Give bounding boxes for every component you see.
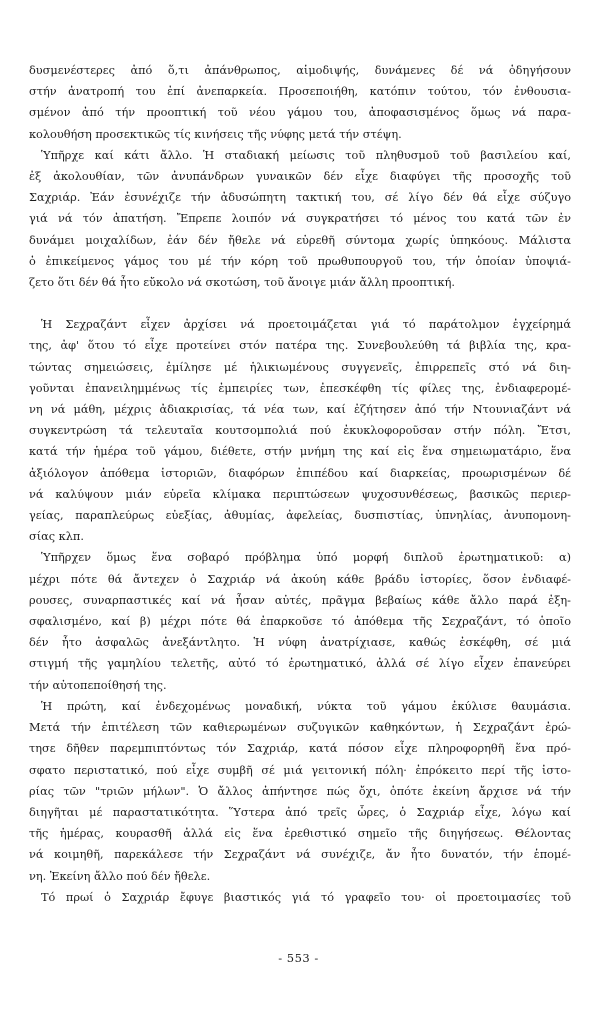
paragraph	[29, 696, 571, 887]
text-line: σίας κλπ.	[29, 530, 84, 544]
text-line: σμένον ἀπό τήν προοπτική τοῦ νέου γάμου του, ἀποφασισμένος ὅμως νά παρα-	[29, 106, 571, 120]
text-line: συγκεντρώση τά τελευταῖα κουτσομπολιά πού ἐκυκλοφοροῦσαν στήν πόλη. Ἔτσι,	[29, 424, 571, 438]
text-line: δέν ἦτο ἀσφαλῶς ἀνεξάντλητο. Ἡ νύφη ἀνατρίχιασε, καθώς ἐσκέφθη, σέ μιά	[29, 636, 571, 650]
text-line: δυσμενέστερες ἀπό ὅ,τι ἀπάνθρωπος, αἱμοδιψής, δυνάμενες δέ νά ὁδηγήσουν	[29, 64, 571, 77]
text-line: Ὑπῆρχεν ὅμως ἕνα σοβαρό πρόβλημα ὑπό μορφή διπλοῦ ἐρωτηματικοῦ: α)	[41, 551, 571, 565]
text-line: τώντας σημειώσεις, ἐμίλησε μέ ἡλικιωμένους συγγενεῖς, ἐπιρρεπεῖς στό νά διη-	[29, 360, 571, 374]
text-line: νά καλύψουν μιάν εὐρεῖα κλίμακα περιπτώσεων ψυχοσυνθέσεως, βασικῶς περιερ-	[29, 487, 571, 501]
paragraph	[29, 547, 571, 695]
text-line: κολουθήση προσεκτικῶς τίς κινήσεις τῆς νύφης μετά τήν στέψη.	[29, 127, 402, 141]
text-line: ὁ ἐπικείμενος γάμος του μέ τήν κόρη τοῦ πρωθυπουργοῦ του, τήν ὁποίαν ὑποψιά-	[29, 254, 571, 268]
text-line: Ὑπῆρχε καί κάτι ἄλλο. Ἡ σταδιακή μείωσις τοῦ πληθυσμοῦ τοῦ βασιλείου καί,	[41, 148, 571, 162]
text-line: ζετο ὅτι δέν θά ἦτο εὔκολο νά σκοτώση, τοῦ ἄνοιγε μιάν ἄλλη προοπτική.	[29, 276, 455, 290]
text-line: Ἡ Σεχραζάντ εἶχεν ἀρχίσει νά προετοιμάζεται γιά τό παράτολμον ἐγχείρημά	[41, 318, 571, 332]
text-line: δυνάμει μοιχαλίδων, ἐάν δέν ἤθελε νά εὑρεθῆ σύντομα χωρίς ὑπηκόους. Μάλιστα	[29, 233, 571, 247]
text-line: νά κοιμηθῆ, παρεκάλεσε τήν Σεχραζάντ νά συνέχιζε, ἄν ἦτο δυνατόν, τήν ἑπομέ-	[29, 848, 571, 862]
text-line: ἐξ ἀκολουθίαν, τῶν ἀνυπάνδρων γυναικῶν δέν εἶχε διαφύγει τῆς προσοχῆς τοῦ	[29, 170, 571, 184]
text-line: τήν αὐτοπεποίθησή της.	[29, 678, 167, 692]
text-line: ρίας τῶν "τριῶν μήλων". Ὁ ἄλλος ἀπήντησε πώς ὄχι, ὁπότε ἐκείνη ἄρχισε νά τήν	[29, 784, 571, 798]
text-line: γοῦνται ἐπανειλημμένως τίς ἐμπειρίες των, ἐπεσκέφθη τίς φίλες της, ἐνδιαφερομέ-	[29, 381, 571, 395]
text-line: μέχρι πότε θά ἄντεχεν ὁ Σαχριάρ νά ἀκούη κάθε βράδυ ἱστορίες, ὅσον ἐνδιαφέ-	[29, 572, 571, 586]
text-line: νη νά μάθη, μέχρις ἀδιακρισίας, τά νέα των, καί ἐζήτησεν ἀπό τήν Ντουνιαζάντ νά	[29, 403, 571, 417]
text-line: γιά νά τόν ἀπατήση. Ἔπρεπε λοιπόν νά συγκρατήσει τό μένος του κατά τῶν ἐν	[29, 212, 571, 226]
text-line: διηγῆται μέ παραστατικότητα. Ὕστερα ἀπό τρεῖς ὧρες, ὁ Σαχριάρ εἶχε, λόγω καί	[29, 805, 571, 819]
page-number: - 553 -	[278, 951, 319, 965]
text-line: σφαλισμένο, καί β) μέχρι πότε θά ἐπαρκοῦσε τό ἀπόθεμα τῆς Σεχραζάντ, τό ὁποῖο	[29, 615, 571, 629]
text-line: τῆς ἡμέρας, κουρασθῆ ἀλλά εἰς ἕνα ἐρεθιστικό σημεῖο τῆς διηγήσεως. Θέλοντας	[29, 827, 571, 841]
text-line: Τό πρωί ὁ Σαχριάρ ἔφυγε βιαστικός γιά τό γραφεῖο του· οἱ προετοιμασίες τοῦ	[41, 890, 571, 904]
text-line: Μετά τήν ἐπιτέλεση τῶν καθιερωμένων συζυγικῶν καθηκόντων, ἡ Σεχραζάντ ἐρώ-	[29, 721, 571, 735]
paragraph	[29, 145, 571, 293]
text-line: γείας, παραπλεύρως εὐεξίας, ἀθυμίας, ἀφελείας, δυσπιστίας, ὑπνηλίας, ἀνυπομονη-	[29, 509, 571, 523]
text-line: Ἡ πρώτη, καί ἐνδεχομένως μοναδική, νύκτα τοῦ γάμου ἐκύλισε θαυμάσια.	[41, 699, 571, 713]
text-line: στήν ἀνατροπή του ἐπί ἀνεπαρκεία. Προσεποιήθη, κατόπιν τούτου, τόν ἐνθουσια-	[29, 85, 571, 99]
text-line: ἀξιόλογον ἀπόθεμα ἱστοριῶν, διαφόρων ἐπιπέδου καί διαρκείας, προωρισμένων δέ	[29, 466, 571, 480]
text-line: νη. Ἐκείνη ἄλλο πού δέν ἤθελε.	[29, 869, 211, 883]
paragraph	[29, 887, 571, 908]
text-line: τησε δῆθεν παρεμπιπτόντως τόν Σαχριάρ, κατά πόσον εἶχε πληροφορηθῆ ἕνα πρό-	[29, 742, 571, 756]
text-line: σφατο περιστατικό, πού εἶχε συμβῆ σέ μιά γειτονική πόλη· ἐπρόκειτο περί τῆς ἱστο-	[29, 763, 571, 777]
text-line: της, ἀφ' ὅτου τό εἶχε προτείνει στόν πατέρα της. Συνεβουλεύθη τά βιβλία της, κρα-	[29, 339, 571, 353]
paragraph	[29, 60, 571, 145]
page-body	[29, 60, 571, 908]
text-line: κατά τήν ἡμέρα τοῦ γάμου, διέθετε, στήν μνήμη της καί εἰς ἕνα σημειωματάριο, ἕνα	[29, 445, 571, 459]
paragraph-gap	[29, 293, 571, 314]
text-line: ρουσες, συναρπαστικές καί νά ἦσαν αὐτές, πρᾶγμα βεβαίως κάθε ἄλλο παρά ἐξη-	[29, 593, 571, 607]
text-line: στιγμή τῆς γαμηλίου τελετῆς, αὐτό τό ἐρωτηματικό, ἀλλά σέ λίγο εἶχεν ἐπανεύρει	[29, 657, 571, 671]
paragraph	[29, 314, 571, 547]
text-line: Σαχριάρ. Ἐάν ἐσυνέχιζε τήν ἀδυσώπητη τακτική του, σέ λίγο δέν θά εἶχε σύζυγο	[29, 191, 571, 205]
